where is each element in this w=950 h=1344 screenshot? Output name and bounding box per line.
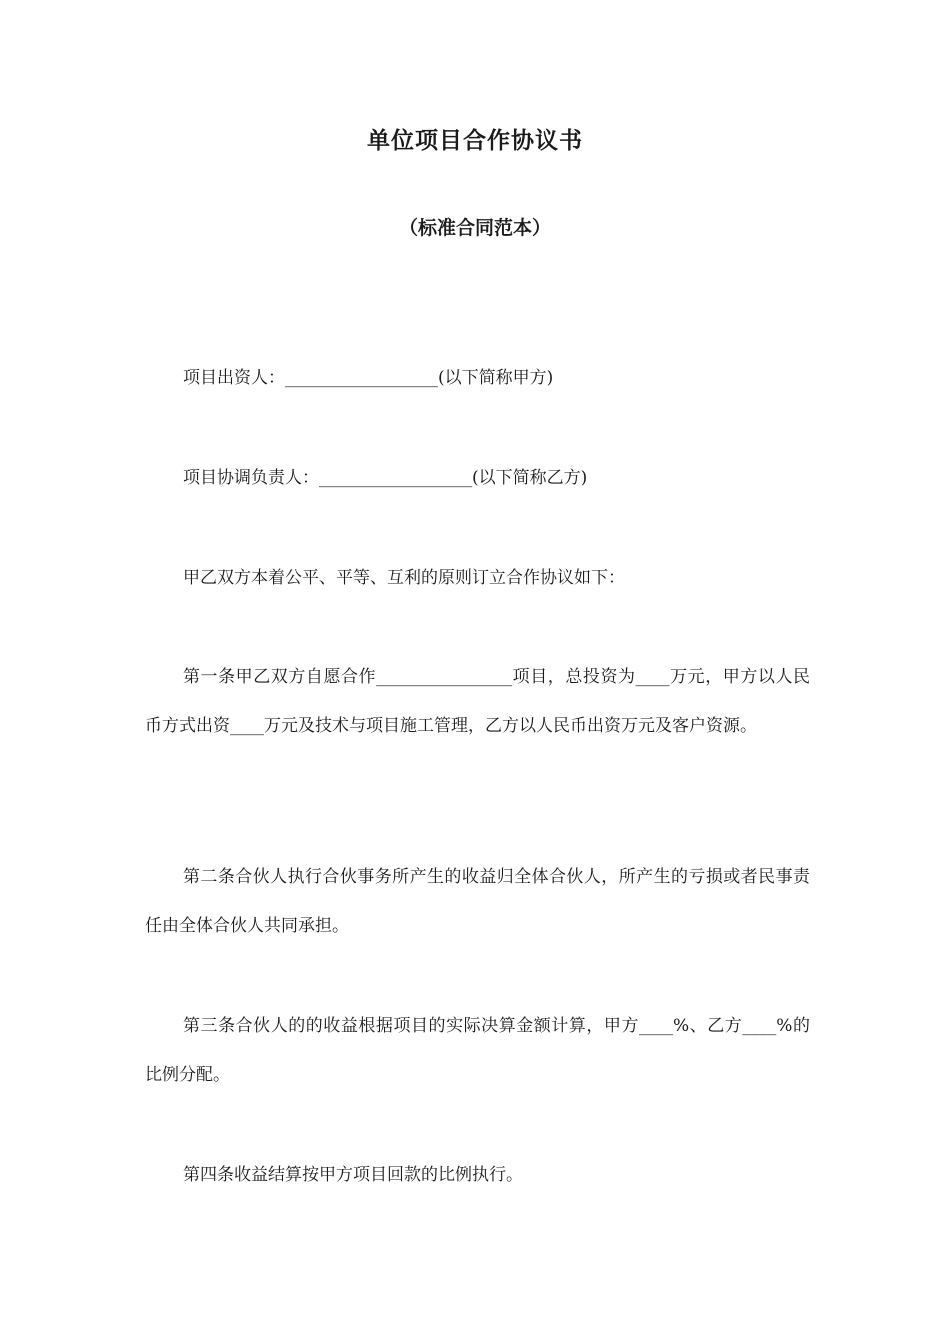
paragraph-preamble: 甲乙双方本着公平、平等、互利的原则订立合作协议如下： <box>183 568 625 588</box>
paragraph-article-4: 第四条收益结算按甲方项目回款的比例执行。 <box>183 1165 523 1185</box>
paragraph-article-1: 第一条甲乙双方自愿合作________________项目，总投资为____万元，甲方以人民币方式出资____万元及技术与项目施工管理，乙方以人民币出资万元及客户资源。 <box>145 667 810 736</box>
document-title: 单位项目合作协议书 <box>367 128 583 154</box>
paragraph-investor: 项目出资人：__________________(以下简称甲方) <box>183 368 554 388</box>
paragraph-coordinator: 项目协调负责人：__________________(以下简称乙方) <box>183 468 588 488</box>
paragraph-article-3: 第三条合伙人的的收益根据项目的实际决算金额计算，甲方____%、乙方____%的比例分配。 <box>145 1016 810 1085</box>
paragraph-article-2: 第二条合伙人执行合伙事务所产生的收益归全体合伙人，所产生的亏损或者民事责任由全体合伙人共同承担。 <box>145 867 810 936</box>
document-subtitle: （标准合同范本） <box>398 217 551 239</box>
